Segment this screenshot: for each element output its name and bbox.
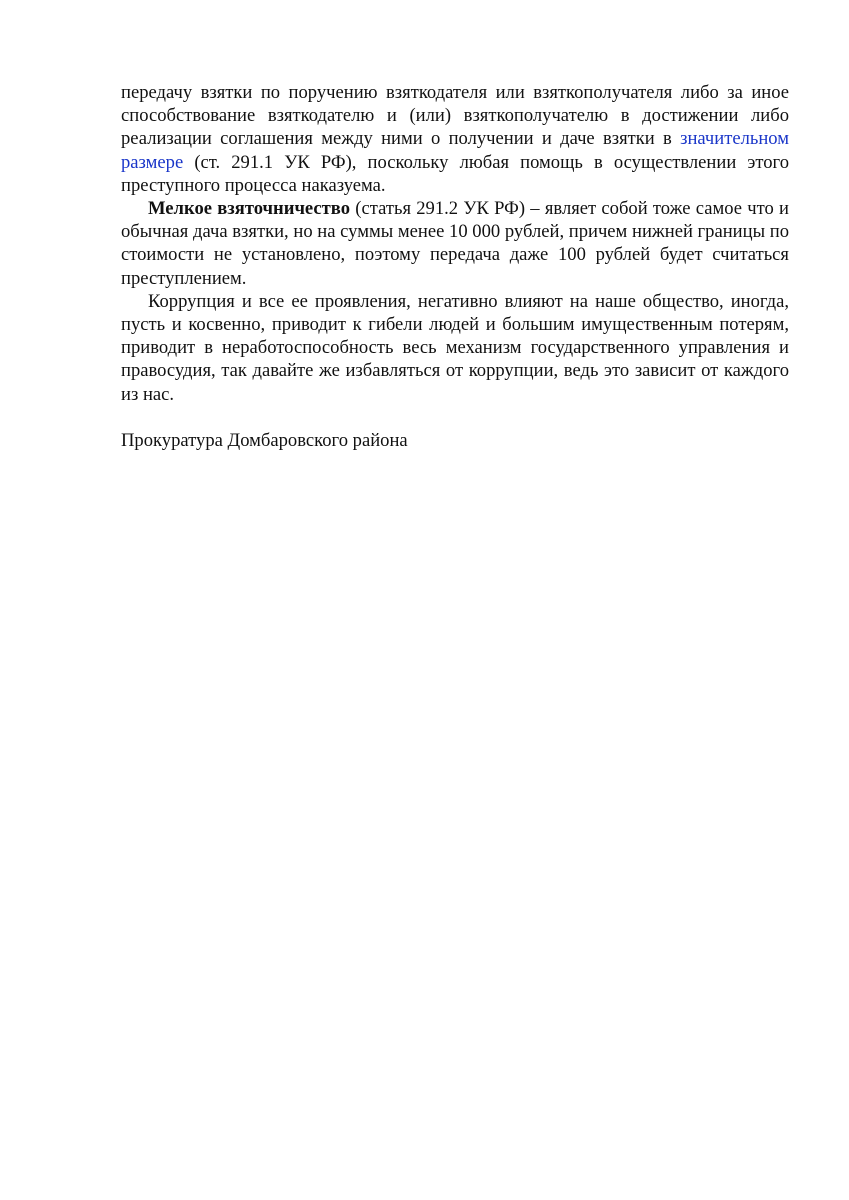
paragraph-corruption-effects [121, 290, 789, 406]
paragraph-bribery-intermediary [121, 81, 789, 197]
signature-prosecutor-office: Прокуратура Домбаровского района [121, 429, 408, 451]
document-page [121, 81, 789, 452]
paragraph-petty-bribery [121, 197, 789, 290]
paragraph-text: Коррупция и все ее проявления, негативно влияют на наше общество, иногда, пусть и косвенно, приводит к гибели людей и большим имущественным потерям, приводит в неработоспособность весь механизм государственного управления и правосудия, так давайте же избавляться от коррупции, ведь это зависит от каждого из нас. [121, 290, 789, 405]
paragraph-text: передачу взятки по поручению взяткодателя или взяткополучателя либо за иное способствование взяткодателю и (или) взяткополучателю в достижении либо реализации соглашения между ними о получении и даче взятки в [121, 82, 789, 150]
petty-bribery-term: Мелкое взяточничество [148, 198, 351, 220]
significant-amount-link[interactable]: значительном размере [121, 128, 789, 173]
paragraph-text: (ст. 291.1 УК РФ), поскольку любая помощь в осуществлении этого преступного процесса наказуема. [121, 151, 789, 196]
paragraph-text: (статья 291.2 УК РФ) – являет собой тоже самое что и обычная дача взятки, но на суммы менее 10 000 рублей, причем нижней границы по стоимости не установлено, поэтому передача даже 100 рублей будет считаться преступлением. [121, 198, 789, 289]
